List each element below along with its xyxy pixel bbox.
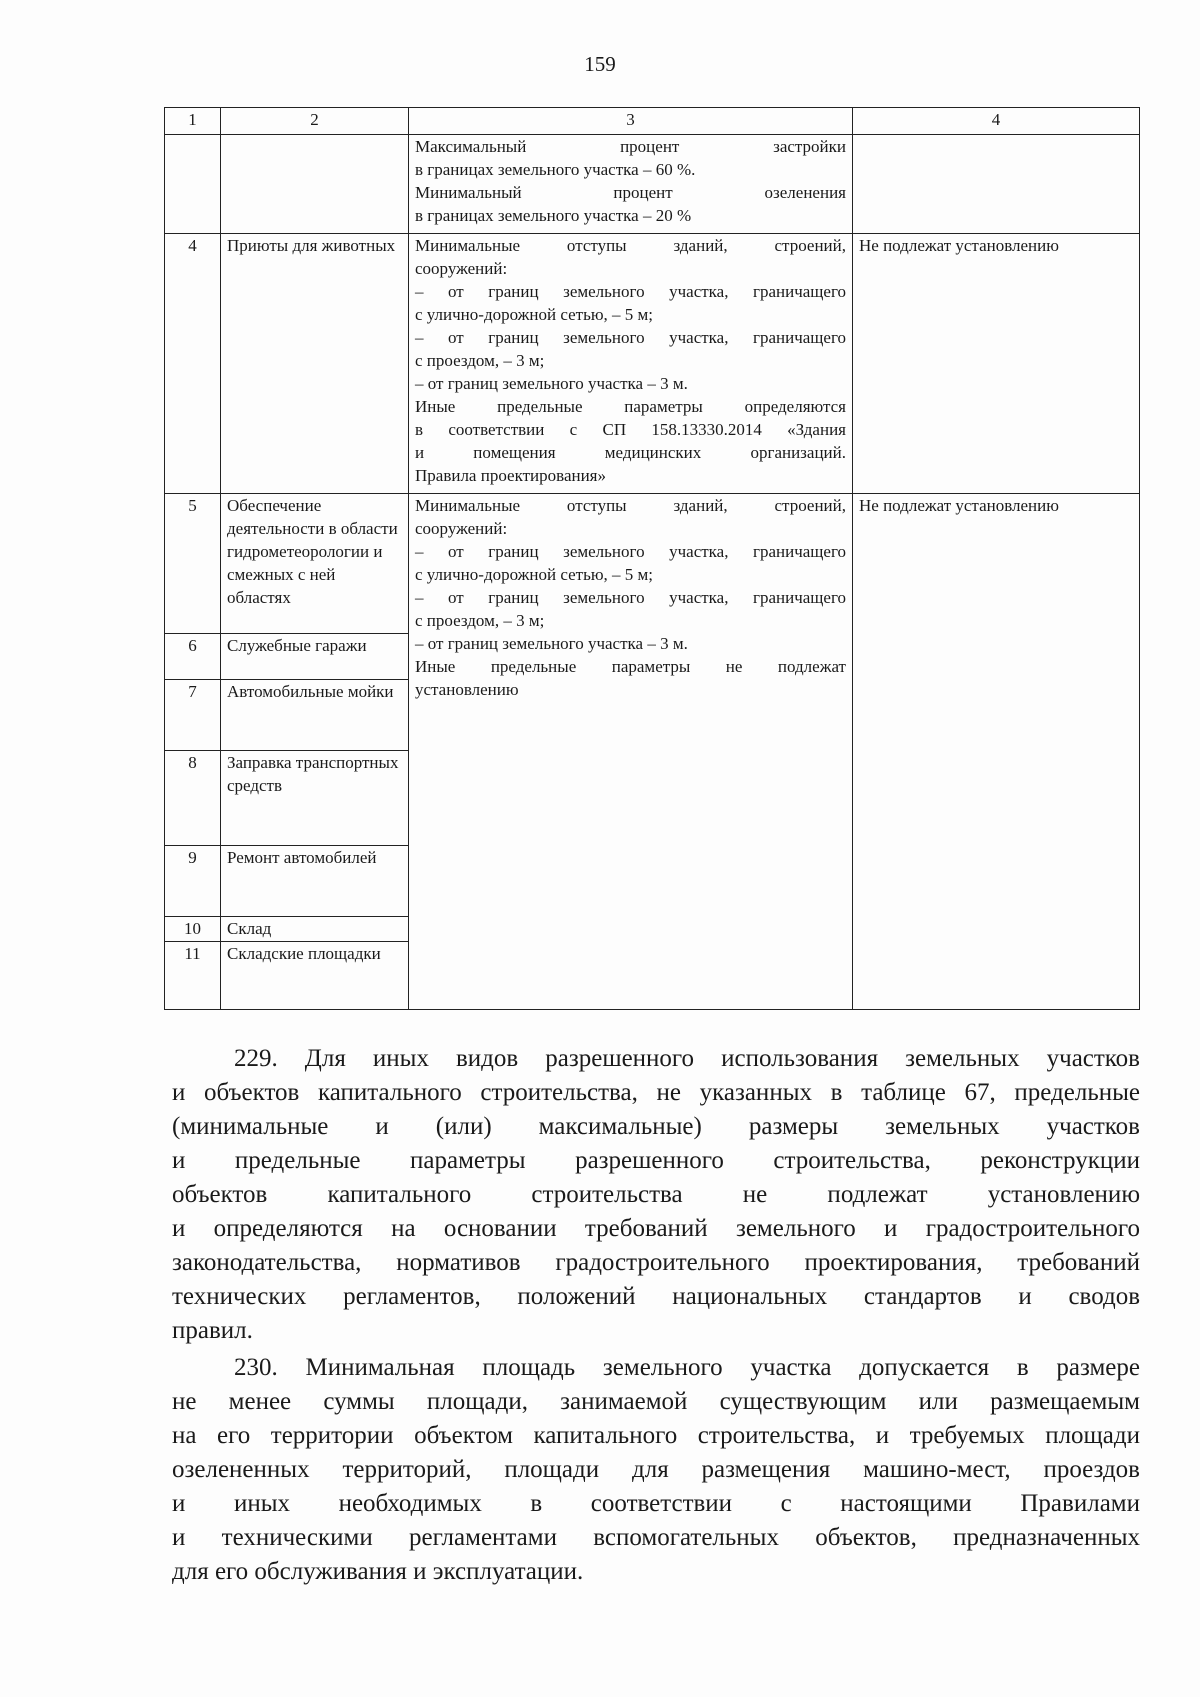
row-number: 6 bbox=[165, 634, 221, 680]
cell-line: сооружений: bbox=[415, 259, 508, 278]
column-header: 4 bbox=[853, 108, 1140, 135]
row-use-type: Складские площадки bbox=[221, 942, 409, 1010]
paragraph-line: законодательства, нормативов градостроительного проектирования, требований bbox=[172, 1249, 1140, 1276]
paragraph-line: технических регламентов, положений национальных стандартов и сводов bbox=[172, 1283, 1140, 1310]
row-use-type: Служебные гаражи bbox=[221, 634, 409, 680]
cell-status: Не подлежат установлению bbox=[853, 234, 1140, 494]
cell-line: Иные предельные параметры не подлежат bbox=[415, 657, 846, 676]
cell-line: в границах земельного участка – 60 %. bbox=[415, 160, 696, 179]
paragraph-line: озелененных территорий, площади для размещения машино-мест, проездов bbox=[172, 1456, 1140, 1483]
row-number: 4 bbox=[165, 234, 221, 494]
paragraph-line: и определяются на основании требований земельного и градостроительного bbox=[172, 1215, 1140, 1242]
regulations-table bbox=[164, 107, 1140, 1010]
paragraph-line: 230. Минимальная площадь земельного участка допускается в размере bbox=[234, 1354, 1140, 1381]
row-use-type: Заправка транспортных средств bbox=[221, 751, 409, 846]
cell-line: установлению bbox=[415, 680, 519, 699]
cell-line: с проездом, – 3 м; bbox=[415, 351, 545, 370]
cell-line: – от границ земельного участка, граничащего bbox=[415, 542, 846, 561]
row-number: 11 bbox=[165, 942, 221, 1010]
paragraph-line: и объектов капитального строительства, не указанных в таблице 67, предельные bbox=[172, 1079, 1140, 1106]
paragraph-230 bbox=[172, 1351, 1140, 1589]
table-row bbox=[165, 234, 1140, 494]
cell-line: Правила проектирования» bbox=[415, 466, 607, 485]
row-number: 9 bbox=[165, 846, 221, 917]
cell-line: – от границ земельного участка, граничащего bbox=[415, 328, 846, 347]
cell-status: Не подлежат установлению bbox=[853, 494, 1140, 1010]
page-number: 159 bbox=[584, 52, 616, 76]
row-number: 10 bbox=[165, 917, 221, 942]
table-header-row bbox=[165, 108, 1140, 135]
row-number: 7 bbox=[165, 680, 221, 751]
cell-line: и помещения медицинских организаций. bbox=[415, 443, 846, 462]
paragraph-line: не менее суммы площади, занимаемой существующим или размещаемым bbox=[172, 1388, 1140, 1415]
cell-line: – от границ земельного участка – 3 м. bbox=[415, 634, 688, 653]
row-use-type: Приюты для животных bbox=[221, 234, 409, 494]
row-use-type: Склад bbox=[221, 917, 409, 942]
row-number: 8 bbox=[165, 751, 221, 846]
cell-parameters bbox=[409, 135, 853, 234]
cell-line: сооружений: bbox=[415, 519, 508, 538]
paragraph-line: и иных необходимых в соответствии с настоящими Правилами bbox=[172, 1490, 1140, 1517]
cell-line: Максимальный процент застройки bbox=[415, 137, 846, 156]
cell-line: в границах земельного участка – 20 % bbox=[415, 206, 692, 225]
cell-line: Минимальный процент озеленения bbox=[415, 183, 846, 202]
row-use-type: Ремонт автомобилей bbox=[221, 846, 409, 917]
cell-line: Минимальные отступы зданий, строений, bbox=[415, 236, 846, 255]
column-header: 2 bbox=[221, 108, 409, 135]
cell-line: – от границ земельного участка, граничащего bbox=[415, 282, 846, 301]
table-row bbox=[165, 494, 1140, 634]
table-row-continuation bbox=[165, 135, 1140, 234]
cell-line: – от границ земельного участка – 3 м. bbox=[415, 374, 688, 393]
column-header: 1 bbox=[165, 108, 221, 135]
cell-line: Иные предельные параметры определяются bbox=[415, 397, 846, 416]
row-number: 5 bbox=[165, 494, 221, 634]
paragraph-line: 229. Для иных видов разрешенного использования земельных участков bbox=[234, 1045, 1140, 1072]
row-use-type: Автомобильные мойки bbox=[221, 680, 409, 751]
paragraph-line: (минимальные и (или) максимальные) размеры земельных участков bbox=[172, 1113, 1140, 1140]
cell-line: с проездом, – 3 м; bbox=[415, 611, 545, 630]
paragraph-line: и предельные параметры разрешенного строительства, реконструкции bbox=[172, 1147, 1140, 1174]
cell-line: с улично-дорожной сетью, – 5 м; bbox=[415, 305, 654, 324]
cell-parameters bbox=[409, 234, 853, 494]
cell-parameters bbox=[409, 494, 853, 1010]
column-header: 3 bbox=[409, 108, 853, 135]
cell-line: Минимальные отступы зданий, строений, bbox=[415, 496, 846, 515]
cell-line: в соответствии с СП 158.13330.2014 «Здания bbox=[415, 420, 846, 439]
cell-line: с улично-дорожной сетью, – 5 м; bbox=[415, 565, 654, 584]
paragraph-line: и техническими регламентами вспомогательных объектов, предназначенных bbox=[172, 1524, 1140, 1551]
paragraph-line: для его обслуживания и эксплуатации. bbox=[172, 1558, 584, 1585]
cell-line: – от границ земельного участка, граничащего bbox=[415, 588, 846, 607]
paragraph-line: правил. bbox=[172, 1317, 253, 1344]
paragraph-line: на его территории объектом капитального строительства, и требуемых площади bbox=[172, 1422, 1140, 1449]
paragraph-line: объектов капитального строительства не подлежат установлению bbox=[172, 1181, 1140, 1208]
paragraph-229 bbox=[172, 1042, 1140, 1348]
row-use-type: Обеспечение деятельности в области гидрометеорологии и смежных с ней областях bbox=[221, 494, 409, 634]
